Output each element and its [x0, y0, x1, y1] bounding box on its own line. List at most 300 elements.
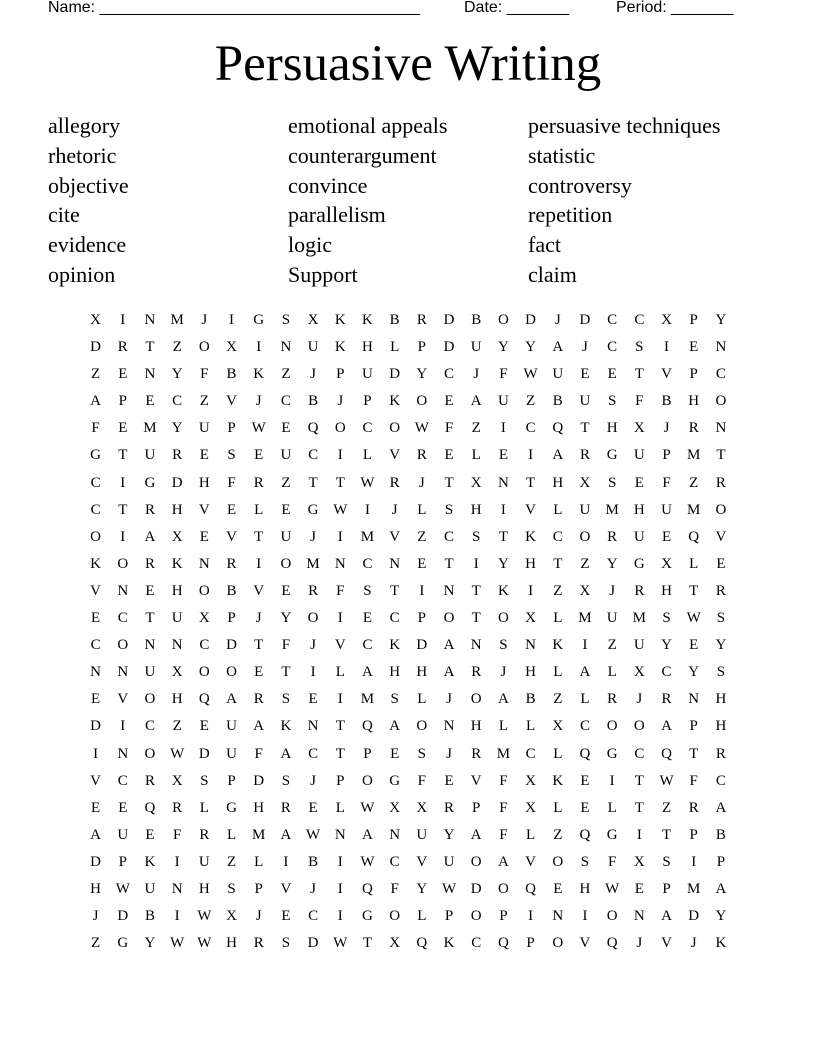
word-bank-item: repetition — [528, 202, 613, 228]
grid-letter: H — [715, 718, 727, 735]
grid-letter: Z — [281, 474, 291, 491]
grid-letter: I — [691, 853, 697, 870]
grid-letter: R — [308, 582, 319, 599]
grid-letter: O — [552, 935, 564, 952]
grid-letter: M — [360, 691, 375, 708]
grid-letter: L — [689, 555, 699, 572]
grid-letter: F — [444, 420, 454, 437]
grid-letter: M — [578, 610, 592, 627]
grid-letter: T — [580, 420, 590, 437]
grid-letter: C — [90, 474, 101, 491]
grid-letter: G — [307, 501, 319, 518]
grid-letter: R — [416, 312, 427, 328]
grid-letter: A — [443, 637, 455, 654]
grid-letter: P — [444, 908, 454, 925]
grid-letter: Y — [525, 339, 537, 356]
grid-letter: Y — [144, 935, 156, 952]
grid-letter: E — [226, 501, 237, 518]
grid-letter: B — [715, 826, 726, 843]
grid-letter: J — [337, 393, 344, 410]
grid-letter: W — [197, 935, 212, 952]
grid-letter: T — [390, 582, 400, 599]
grid-letter: R — [226, 555, 237, 572]
grid-letter: H — [416, 664, 428, 681]
grid-letter: Z — [553, 826, 563, 843]
grid-letter: L — [607, 664, 617, 681]
word-bank-item: claim — [528, 261, 577, 287]
grid-letter: M — [687, 501, 701, 518]
grid-letter: R — [144, 501, 155, 518]
grid-letter: J — [310, 366, 317, 383]
grid-letter: U — [280, 447, 292, 464]
grid-letter: X — [470, 474, 482, 491]
grid-letter: N — [334, 826, 346, 843]
grid-letter: I — [337, 447, 343, 464]
grid-letter: I — [310, 664, 316, 681]
grid-letter: L — [226, 826, 237, 843]
word-bank-item: allegory — [48, 113, 121, 138]
grid-letter: K — [90, 555, 102, 572]
grid-letter: J — [554, 312, 561, 328]
grid-letter: X — [552, 718, 564, 735]
grid-letter: O — [715, 501, 727, 518]
grid-letter: O — [552, 853, 564, 870]
grid-letter: S — [390, 691, 399, 708]
grid-letter: N — [171, 880, 183, 897]
grid-letter: E — [444, 447, 454, 464]
grid-letter: U — [171, 610, 183, 627]
grid-letter: G — [144, 474, 156, 491]
grid-letter: S — [363, 582, 372, 599]
grid-letter: I — [93, 745, 99, 762]
date-field: Date: _______ — [464, 0, 569, 16]
grid-letter: D — [117, 908, 129, 925]
grid-letter: U — [470, 339, 482, 356]
grid-letter: O — [198, 664, 210, 681]
grid-letter: Z — [417, 528, 427, 545]
grid-letter: L — [607, 799, 617, 816]
grid-letter: V — [389, 447, 401, 464]
grid-letter: O — [416, 718, 428, 735]
grid-letter: T — [281, 664, 291, 681]
grid-letter: H — [198, 474, 210, 491]
grid-letter: W — [170, 935, 185, 952]
grid-letter: B — [661, 393, 672, 410]
grid-letter: X — [661, 555, 672, 572]
grid-letter: N — [334, 555, 346, 572]
grid-letter: S — [662, 610, 671, 627]
grid-letter: P — [662, 447, 671, 464]
grid-letter: Y — [688, 664, 700, 681]
grid-letter: W — [360, 853, 375, 870]
grid-letter: R — [389, 474, 400, 491]
grid-letter: T — [254, 637, 264, 654]
grid-letter: C — [661, 664, 672, 681]
grid-letter: P — [689, 718, 698, 735]
grid-letter: W — [333, 501, 348, 518]
grid-letter: V — [525, 501, 537, 518]
grid-letter: U — [117, 826, 129, 843]
grid-letter: E — [91, 691, 101, 708]
grid-letter: I — [337, 691, 343, 708]
grid-letter: N — [90, 664, 102, 681]
grid-letter: A — [362, 826, 373, 843]
grid-letter: X — [226, 908, 237, 925]
grid-letter: I — [582, 908, 588, 925]
grid-letter: T — [145, 339, 155, 356]
grid-letter: B — [226, 582, 237, 599]
grid-letter: H — [525, 664, 537, 681]
grid-letter: Z — [199, 393, 209, 410]
grid-letter: E — [580, 799, 590, 816]
grid-letter: T — [526, 474, 536, 491]
grid-letter: K — [253, 366, 265, 383]
grid-letter: C — [525, 745, 536, 762]
word-bank-item: cite — [48, 202, 80, 228]
grid-letter: O — [579, 528, 591, 545]
word-bank-item: evidence — [48, 232, 127, 258]
grid-letter: E — [199, 447, 209, 464]
grid-letter: C — [90, 501, 101, 518]
grid-letter: S — [281, 312, 291, 328]
grid-letter: H — [90, 880, 102, 897]
grid-letter: P — [336, 772, 345, 789]
grid-letter: V — [280, 880, 292, 897]
grid-letter: S — [227, 447, 236, 464]
grid-letter: C — [634, 745, 645, 762]
grid-letter: S — [635, 339, 644, 356]
grid-letter: J — [582, 339, 588, 356]
grid-letter: Q — [198, 691, 210, 708]
grid-letter: J — [636, 935, 643, 952]
grid-letter: M — [496, 745, 511, 762]
grid-letter: O — [497, 610, 509, 627]
grid-letter: A — [497, 691, 509, 708]
grid-letter: H — [171, 691, 183, 708]
grid-letter: W — [115, 880, 130, 897]
grid-letter: N — [715, 339, 727, 356]
grid-letter: C — [389, 610, 400, 627]
grid-letter: A — [90, 393, 102, 410]
grid-letter: B — [471, 312, 482, 328]
grid-letter: V — [198, 501, 210, 518]
grid-letter: I — [120, 312, 126, 328]
grid-letter: E — [118, 420, 128, 437]
grid-letter: I — [636, 826, 642, 843]
grid-letter: E — [498, 447, 508, 464]
grid-letter: C — [362, 420, 373, 437]
page-title: Persuasive Writing — [214, 36, 602, 92]
grid-letter: G — [633, 555, 645, 572]
grid-letter: C — [90, 637, 101, 654]
grid-letter: E — [254, 664, 264, 681]
grid-letter: U — [579, 393, 591, 410]
grid-letter: I — [609, 772, 615, 789]
grid-letter: A — [579, 664, 591, 681]
grid-letter: J — [255, 393, 262, 410]
grid-letter: Z — [471, 420, 481, 437]
grid-letter: Y — [416, 366, 428, 383]
grid-letter: T — [471, 582, 481, 599]
grid-letter: B — [144, 908, 155, 925]
grid-letter: A — [443, 664, 455, 681]
grid-letter: R — [144, 555, 155, 572]
grid-letter: C — [144, 718, 155, 735]
grid-letter: U — [280, 528, 292, 545]
grid-letter: X — [226, 339, 237, 356]
grid-letter: Z — [607, 637, 617, 654]
grid-letter: S — [472, 528, 481, 545]
grid-letter: C — [362, 555, 373, 572]
grid-letter: A — [715, 799, 727, 816]
grid-letter: U — [226, 745, 237, 762]
grid-letter: E — [607, 366, 617, 383]
grid-letter: T — [471, 610, 481, 627]
grid-letter: C — [444, 528, 455, 545]
grid-letter: S — [607, 393, 617, 410]
grid-letter: U — [226, 718, 237, 735]
grid-letter: Y — [497, 339, 509, 356]
grid-letter: W — [251, 420, 266, 437]
grid-letter: E — [145, 826, 155, 843]
grid-letter: P — [363, 745, 372, 762]
grid-letter: E — [281, 908, 291, 925]
grid-letter: I — [528, 908, 534, 925]
grid-letter: H — [579, 880, 591, 897]
grid-letter: Q — [416, 935, 428, 952]
grid-letter: C — [389, 853, 400, 870]
grid-letter: H — [362, 339, 373, 356]
grid-letter: Q — [552, 420, 564, 437]
grid-letter: E — [308, 799, 318, 816]
grid-letter: D — [307, 935, 319, 952]
grid-letter: B — [552, 393, 563, 410]
grid-letter: N — [525, 637, 537, 654]
grid-letter: H — [688, 393, 700, 410]
grid-letter: T — [335, 718, 345, 735]
grid-letter: O — [117, 555, 129, 572]
grid-letter: D — [253, 772, 265, 789]
grid-letter: Z — [526, 393, 536, 410]
grid-letter: P — [716, 853, 726, 870]
word-search-grid — [82, 307, 735, 957]
grid-letter: L — [417, 501, 427, 518]
grid-letter: F — [607, 853, 617, 870]
grid-letter: L — [553, 664, 563, 681]
grid-letter: U — [497, 393, 509, 410]
grid-letter: G — [606, 447, 618, 464]
grid-letter: A — [90, 826, 102, 843]
grid-letter: C — [607, 312, 618, 328]
grid-letter: Q — [497, 935, 509, 952]
grid-letter: J — [391, 501, 398, 518]
grid-letter: V — [661, 366, 672, 383]
grid-letter: M — [605, 501, 619, 518]
grid-letter: L — [553, 501, 563, 518]
grid-letter: X — [389, 935, 401, 952]
grid-letter: C — [280, 393, 291, 410]
grid-letter: V — [253, 582, 265, 599]
grid-letter: K — [552, 772, 564, 789]
grid-letter: C — [308, 908, 319, 925]
grid-letter: Z — [172, 718, 182, 735]
grid-letter: L — [417, 691, 427, 708]
grid-letter: R — [172, 447, 183, 464]
grid-letter: G — [226, 799, 237, 816]
grid-letter: D — [579, 312, 591, 328]
grid-letter: I — [337, 610, 343, 627]
grid-letter: H — [525, 555, 537, 572]
grid-letter: O — [280, 555, 292, 572]
grid-letter: K — [334, 339, 346, 356]
grid-letter: R — [715, 474, 726, 491]
grid-letter: Z — [281, 366, 291, 383]
grid-letter: V — [117, 691, 129, 708]
grid-letter: K — [497, 582, 509, 599]
grid-letter: S — [417, 745, 427, 762]
grid-letter: E — [118, 366, 128, 383]
grid-letter: O — [389, 420, 401, 437]
grid-letter: I — [337, 853, 343, 870]
grid-letter: X — [633, 664, 645, 681]
grid-letter: I — [229, 312, 235, 328]
grid-letter: T — [661, 826, 672, 843]
grid-letter: W — [333, 935, 348, 952]
grid-letter: E — [308, 691, 318, 708]
grid-letter: P — [118, 853, 127, 870]
grid-letter: I — [283, 853, 289, 870]
grid-letter: C — [308, 745, 319, 762]
grid-letter: D — [443, 312, 455, 328]
grid-letter: T — [254, 528, 264, 545]
grid-letter: R — [199, 826, 210, 843]
grid-letter: I — [120, 718, 126, 735]
period-field: Period: _______ — [616, 0, 734, 16]
grid-letter: R — [471, 745, 482, 762]
grid-letter: K — [362, 312, 373, 328]
grid-letter: Z — [580, 555, 590, 572]
grid-letter: L — [254, 501, 264, 518]
grid-letter: K — [389, 393, 401, 410]
grid-letter: N — [497, 474, 509, 491]
grid-letter: T — [716, 447, 726, 464]
grid-letter: R — [416, 447, 427, 464]
grid-letter: C — [607, 339, 618, 356]
grid-letter: X — [525, 799, 537, 816]
grid-letter: Q — [144, 799, 156, 816]
grid-letter: Y — [715, 637, 727, 654]
grid-letter: N — [470, 637, 482, 654]
grid-letter: J — [310, 637, 317, 654]
grid-letter: E — [145, 582, 155, 599]
grid-letter: M — [170, 312, 184, 328]
grid-letter: E — [362, 610, 373, 627]
grid-letter: A — [552, 447, 564, 464]
grid-letter: P — [254, 880, 263, 897]
grid-letter: L — [553, 610, 563, 627]
grid-letter: E — [199, 718, 209, 735]
grid-letter: D — [90, 339, 102, 356]
grid-letter: T — [308, 474, 318, 491]
grid-letter: R — [688, 799, 699, 816]
grid-letter: W — [686, 610, 701, 627]
grid-letter: Y — [715, 908, 727, 925]
grid-letter: D — [443, 339, 455, 356]
grid-letter: S — [227, 880, 236, 897]
grid-letter: X — [579, 474, 591, 491]
grid-letter: M — [360, 528, 375, 545]
grid-letter: O — [117, 637, 129, 654]
grid-letter: E — [91, 610, 101, 627]
grid-letter: O — [470, 691, 482, 708]
grid-letter: X — [661, 312, 672, 328]
grid-letter: C — [199, 637, 210, 654]
grid-letter: O — [198, 339, 210, 356]
grid-letter: V — [90, 582, 102, 599]
grid-letter: N — [144, 637, 156, 654]
grid-letter: K — [171, 555, 183, 572]
grid-letter: R — [253, 691, 264, 708]
grid-letter: A — [470, 393, 482, 410]
grid-letter: N — [117, 664, 129, 681]
grid-letter: I — [364, 501, 370, 518]
word-bank-item: Support — [288, 261, 358, 287]
grid-letter: V — [226, 393, 237, 410]
grid-letter: T — [634, 772, 644, 789]
grid-letter: S — [444, 501, 454, 518]
grid-letter: J — [255, 610, 262, 627]
grid-letter: P — [363, 393, 372, 410]
grid-letter: X — [171, 528, 183, 545]
grid-letter: H — [715, 691, 727, 708]
grid-letter: O — [362, 772, 373, 789]
grid-letter: N — [633, 908, 645, 925]
grid-letter: R — [661, 691, 672, 708]
grid-letter: V — [389, 528, 401, 545]
grid-letter: O — [470, 853, 482, 870]
grid-letter: H — [226, 935, 237, 952]
grid-letter: Y — [280, 610, 292, 627]
grid-letter: E — [444, 772, 454, 789]
grid-letter: Z — [553, 582, 563, 599]
grid-letter: J — [636, 691, 643, 708]
grid-letter: W — [605, 880, 620, 897]
grid-letter: I — [120, 474, 126, 491]
grid-letter: M — [632, 610, 647, 627]
grid-letter: O — [144, 691, 156, 708]
grid-letter: C — [362, 637, 373, 654]
grid-letter: A — [552, 339, 564, 356]
grid-letter: E — [281, 582, 291, 599]
grid-letter: A — [497, 853, 509, 870]
grid-letter: F — [254, 745, 263, 762]
grid-letter: A — [470, 826, 482, 843]
grid-letter: W — [523, 366, 538, 383]
grid-letter: T — [634, 366, 644, 383]
word-bank-item: statistic — [528, 142, 596, 168]
grid-letter: F — [172, 826, 182, 843]
grid-letter: Z — [553, 691, 563, 708]
grid-letter: O — [633, 718, 645, 735]
grid-letter: U — [362, 366, 373, 383]
grid-letter: N — [443, 718, 455, 735]
grid-letter: P — [227, 420, 236, 437]
grid-letter: I — [337, 528, 343, 545]
grid-letter: I — [500, 501, 506, 518]
grid-letter: D — [90, 718, 102, 735]
grid-letter: U — [416, 826, 428, 843]
grid-letter: G — [90, 447, 102, 464]
